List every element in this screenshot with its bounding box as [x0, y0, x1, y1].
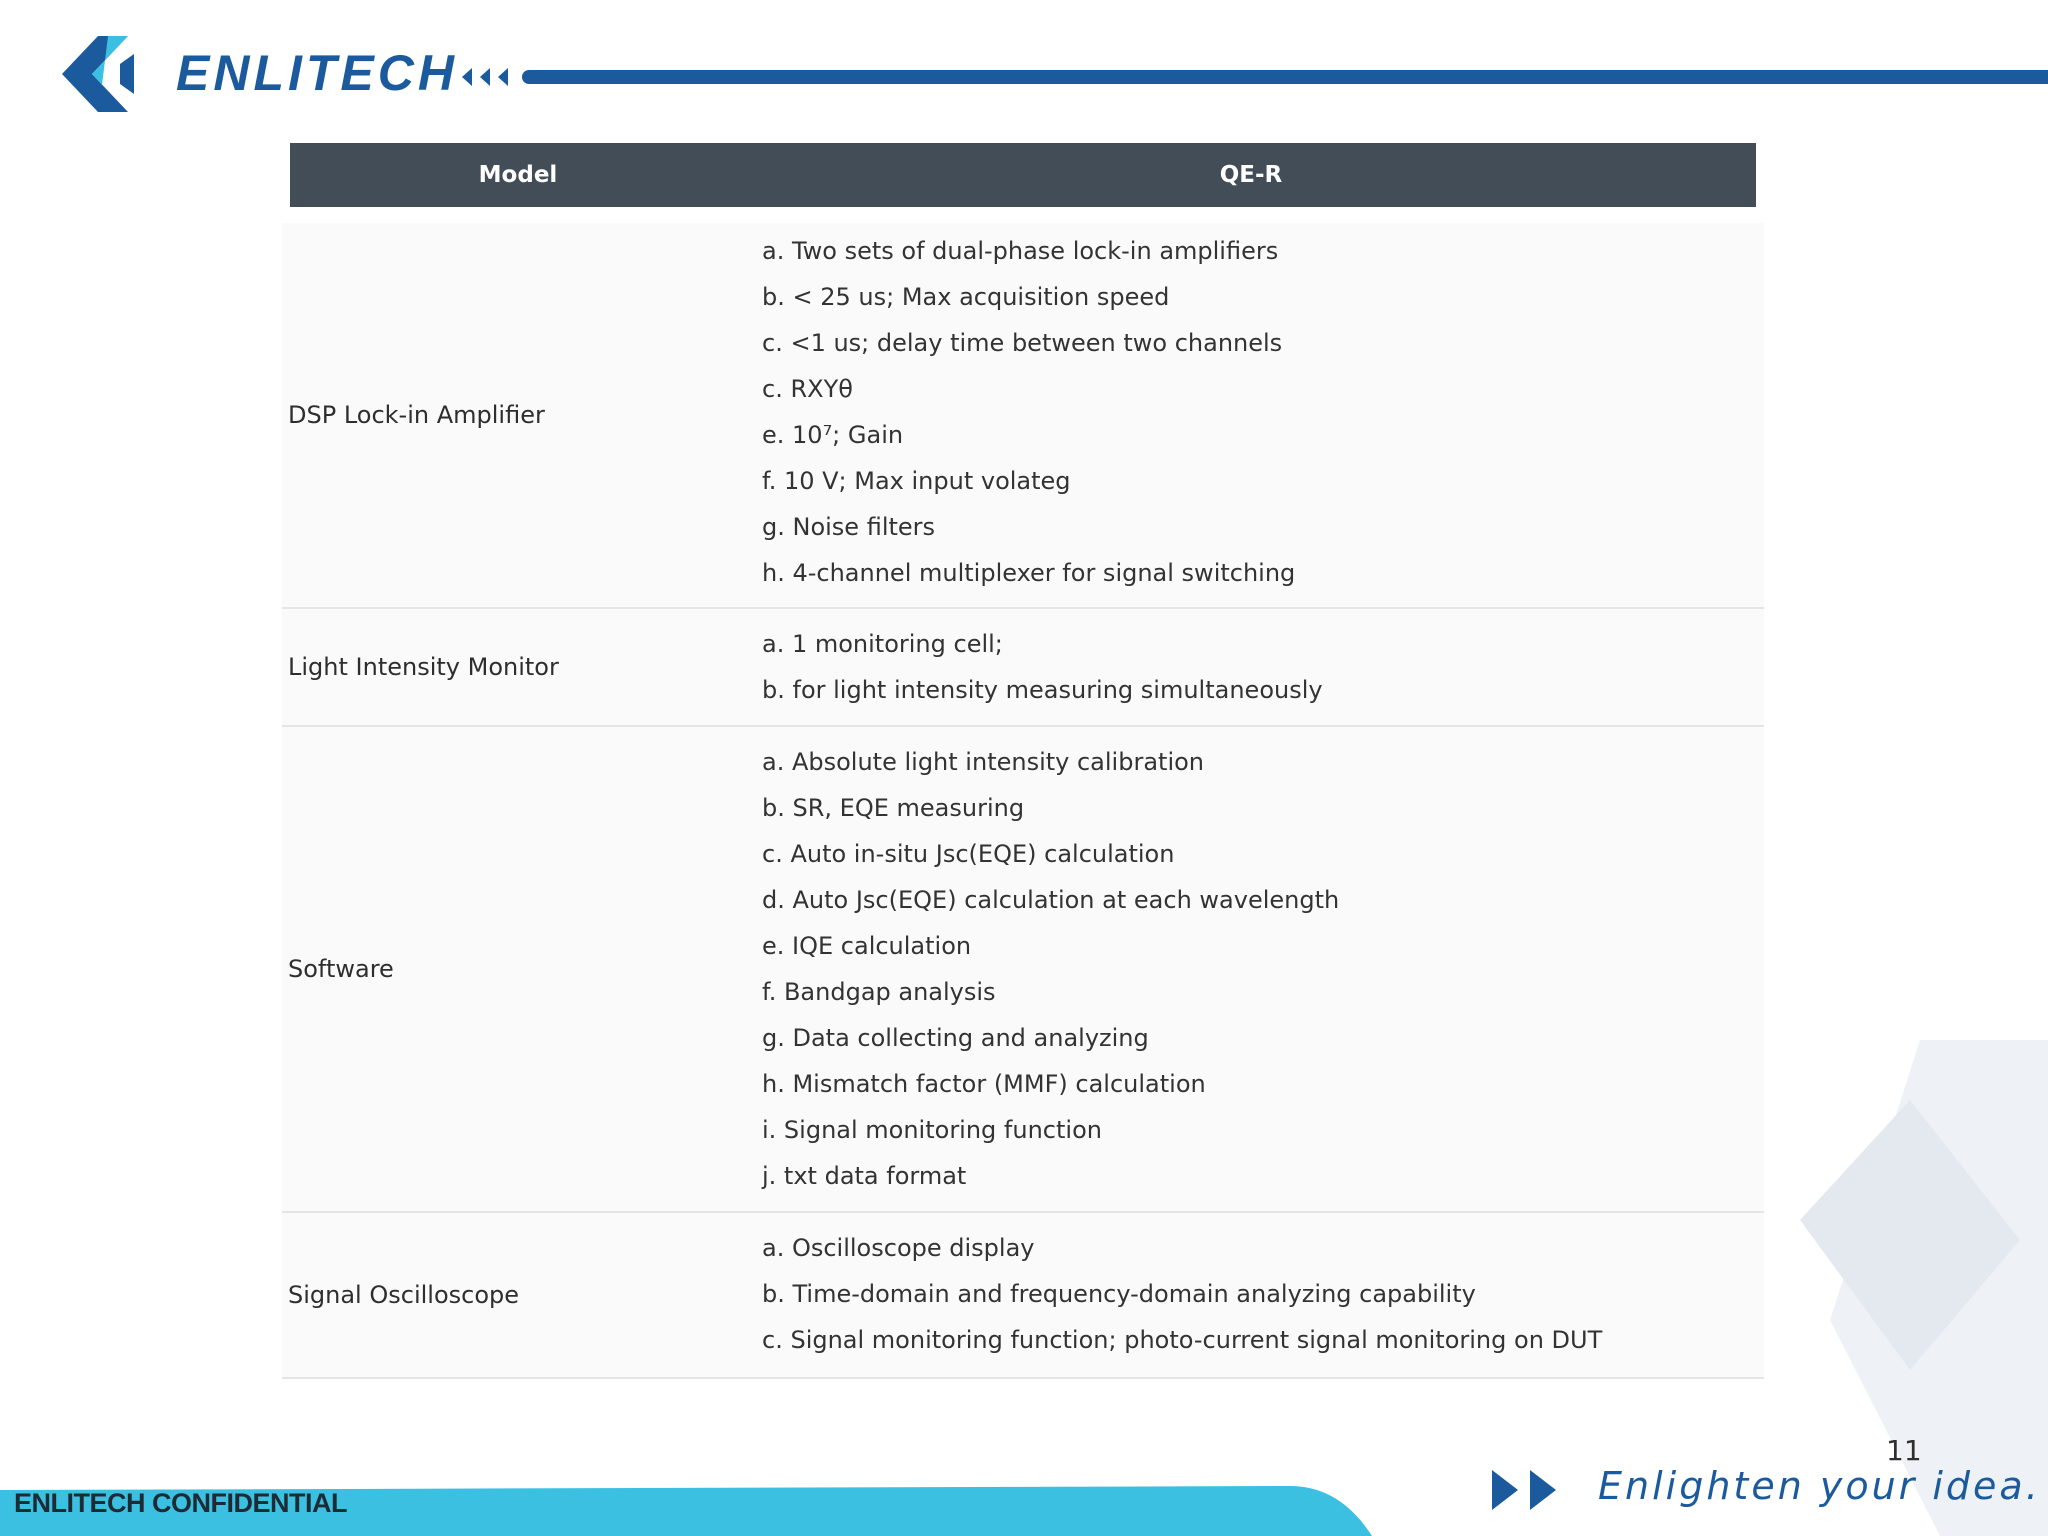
- list-item: a. 1 monitoring cell;: [762, 630, 1003, 658]
- list-item: j. txt data format: [762, 1162, 967, 1190]
- list-item: a. Absolute light intensity calibration: [762, 748, 1205, 776]
- table-row: [282, 727, 1764, 1213]
- list-item: e. 10⁷; Gain: [762, 421, 904, 449]
- table-row: [282, 609, 1764, 727]
- list-item: g. Noise filters: [762, 513, 936, 541]
- tagline: Enlighten your idea.: [1598, 1464, 2041, 1508]
- table-body: [282, 223, 1764, 1379]
- row-label: Light Intensity Monitor: [288, 653, 559, 681]
- list-item: b. SR, EQE measuring: [762, 794, 1025, 822]
- table-header: [290, 143, 1756, 207]
- row-label: Software: [288, 955, 394, 983]
- list-item: e. IQE calculation: [762, 932, 972, 960]
- header-rule: [522, 70, 2048, 84]
- list-item: a. Oscilloscope display: [762, 1234, 1035, 1262]
- list-item: b. Time-domain and frequency-domain analyzing capability: [762, 1280, 1476, 1308]
- chevrons-left-icon: [462, 66, 518, 88]
- header-model: Model: [478, 162, 558, 188]
- confidential-label: ENLITECH CONFIDENTIAL: [14, 1488, 347, 1518]
- list-item: h. 4-channel multiplexer for signal switching: [762, 559, 1296, 587]
- list-item: c. Auto in-situ Jsc(EQE) calculation: [762, 840, 1175, 868]
- header-qe-r: QE-R: [1219, 162, 1283, 188]
- enlitech-logo-icon: [62, 34, 140, 114]
- list-item: h. Mismatch factor (MMF) calculation: [762, 1070, 1206, 1098]
- brand-name: ENLITECH: [176, 45, 458, 101]
- page-number: 11: [1886, 1434, 1922, 1467]
- list-item: c. RXYθ: [762, 375, 853, 403]
- list-item: f. 10 V; Max input volateg: [762, 467, 1071, 495]
- list-item: c. <1 us; delay time between two channels: [762, 329, 1283, 357]
- list-item: i. Signal monitoring function: [762, 1116, 1102, 1144]
- list-item: d. Auto Jsc(EQE) calculation at each wavelength: [762, 886, 1340, 914]
- row-label: DSP Lock-in Amplifier: [288, 401, 545, 429]
- list-item: b. for light intensity measuring simultaneously: [762, 676, 1323, 704]
- list-item: a. Two sets of dual-phase lock-in amplifiers: [762, 237, 1279, 265]
- table-row: [282, 1213, 1764, 1379]
- play-arrows-icon: [1492, 1468, 1564, 1512]
- row-label: Signal Oscilloscope: [288, 1281, 520, 1309]
- list-item: g. Data collecting and analyzing: [762, 1024, 1149, 1052]
- list-item: b. < 25 us; Max acquisition speed: [762, 283, 1170, 311]
- table-row: [282, 223, 1764, 609]
- row-items: [282, 727, 1764, 1211]
- list-item: c. Signal monitoring function; photo-current signal monitoring on DUT: [762, 1326, 1603, 1354]
- list-item: f. Bandgap analysis: [762, 978, 996, 1006]
